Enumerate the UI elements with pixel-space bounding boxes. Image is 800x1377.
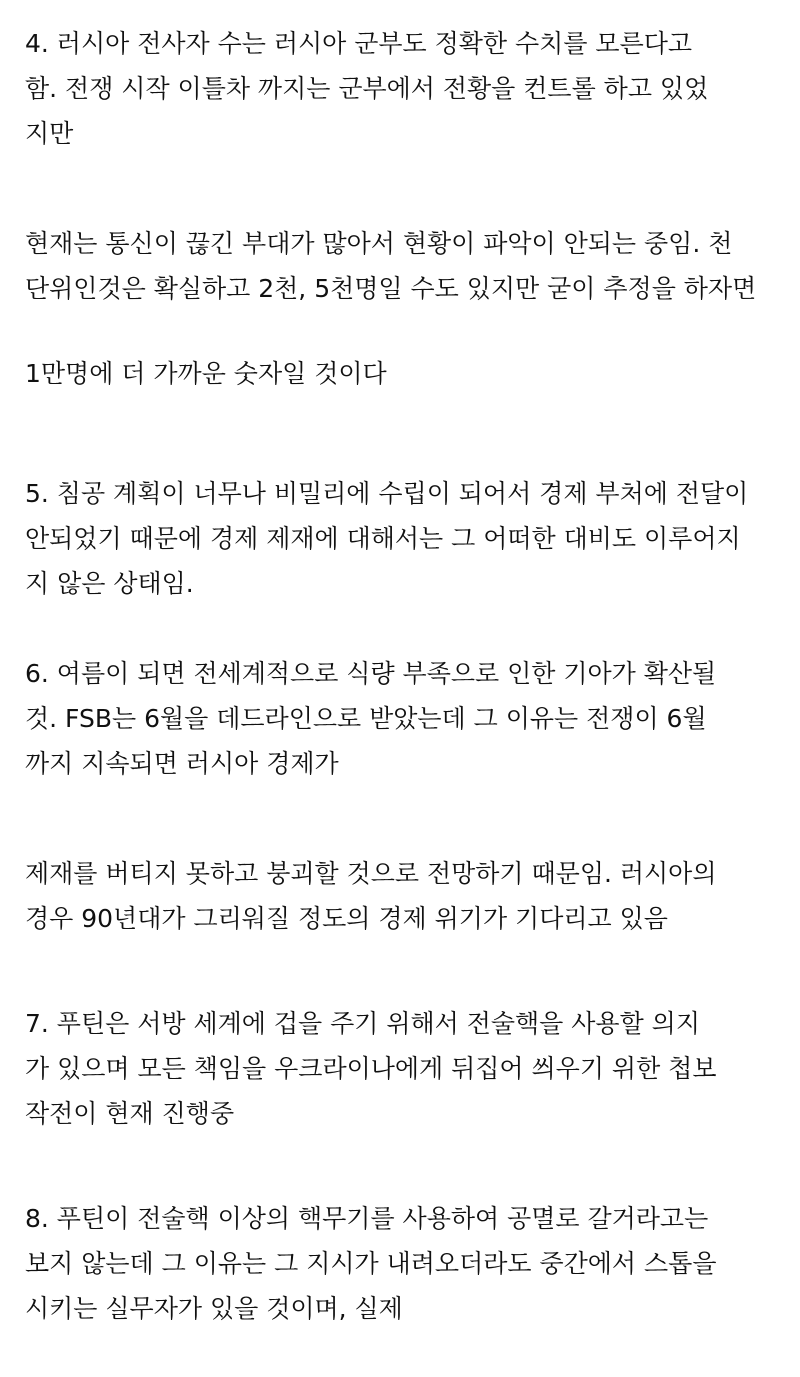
paragraph-line: 까지 지속되면 러시아 경제가	[25, 749, 339, 778]
paragraph-line: 보지 않는데 그 이유는 그 지시가 내려오더라도 중간에서 스톱을	[25, 1249, 717, 1278]
paragraph-line: 7. 푸틴은 서방 세계에 겁을 주기 위해서 전술핵을 사용할 의지	[25, 1009, 700, 1038]
paragraph-line: 작전이 현재 진행중	[25, 1099, 235, 1128]
paragraph-line: 시키는 실무자가 있을 것이며, 실제	[25, 1294, 403, 1323]
paragraph-line: 안되었기 때문에 경제 제재에 대해서는 그 어떠한 대비도 이루어지	[25, 524, 741, 553]
paragraph-line: 가 있으며 모든 책임을 우크라이나에게 뒤집어 씌우기 위한 첩보	[25, 1054, 717, 1083]
paragraph-line: 1만명에 더 가까운 숫자일 것이다	[25, 359, 387, 388]
paragraph-line: 현재는 통신이 끊긴 부대가 많아서 현황이 파악이 안되는 중임. 천	[25, 229, 733, 258]
paragraph-line: 8. 푸틴이 전술핵 이상의 핵무기를 사용하여 공멸로 갈거라고는	[25, 1204, 709, 1233]
paragraph-line: 4. 러시아 전사자 수는 러시아 군부도 정확한 수치를 모른다고	[25, 29, 693, 58]
paragraph-line: 단위인것은 확실하고 2천, 5천명일 수도 있지만 굳이 추정을 하자면	[25, 274, 757, 303]
paragraph-line: 지만	[25, 119, 74, 148]
paragraph-line: 것. FSB는 6월을 데드라인으로 받았는데 그 이유는 전쟁이 6월	[25, 704, 707, 733]
paragraph-line: 5. 침공 계획이 너무나 비밀리에 수립이 되어서 경제 부처에 전달이	[25, 479, 749, 508]
paragraph-line: 제재를 버티지 못하고 붕괴할 것으로 전망하기 때문임. 러시아의	[25, 859, 717, 888]
paragraph-line: 함. 전쟁 시작 이틀차 까지는 군부에서 전황을 컨트롤 하고 있었	[25, 74, 709, 103]
paragraph-line: 지 않은 상태임.	[25, 569, 194, 598]
paragraph-line: 경우 90년대가 그리워질 정도의 경제 위기가 기다리고 있음	[25, 904, 668, 933]
paragraph-line: 6. 여름이 되면 전세계적으로 식량 부족으로 인한 기아가 확산될	[25, 659, 717, 688]
